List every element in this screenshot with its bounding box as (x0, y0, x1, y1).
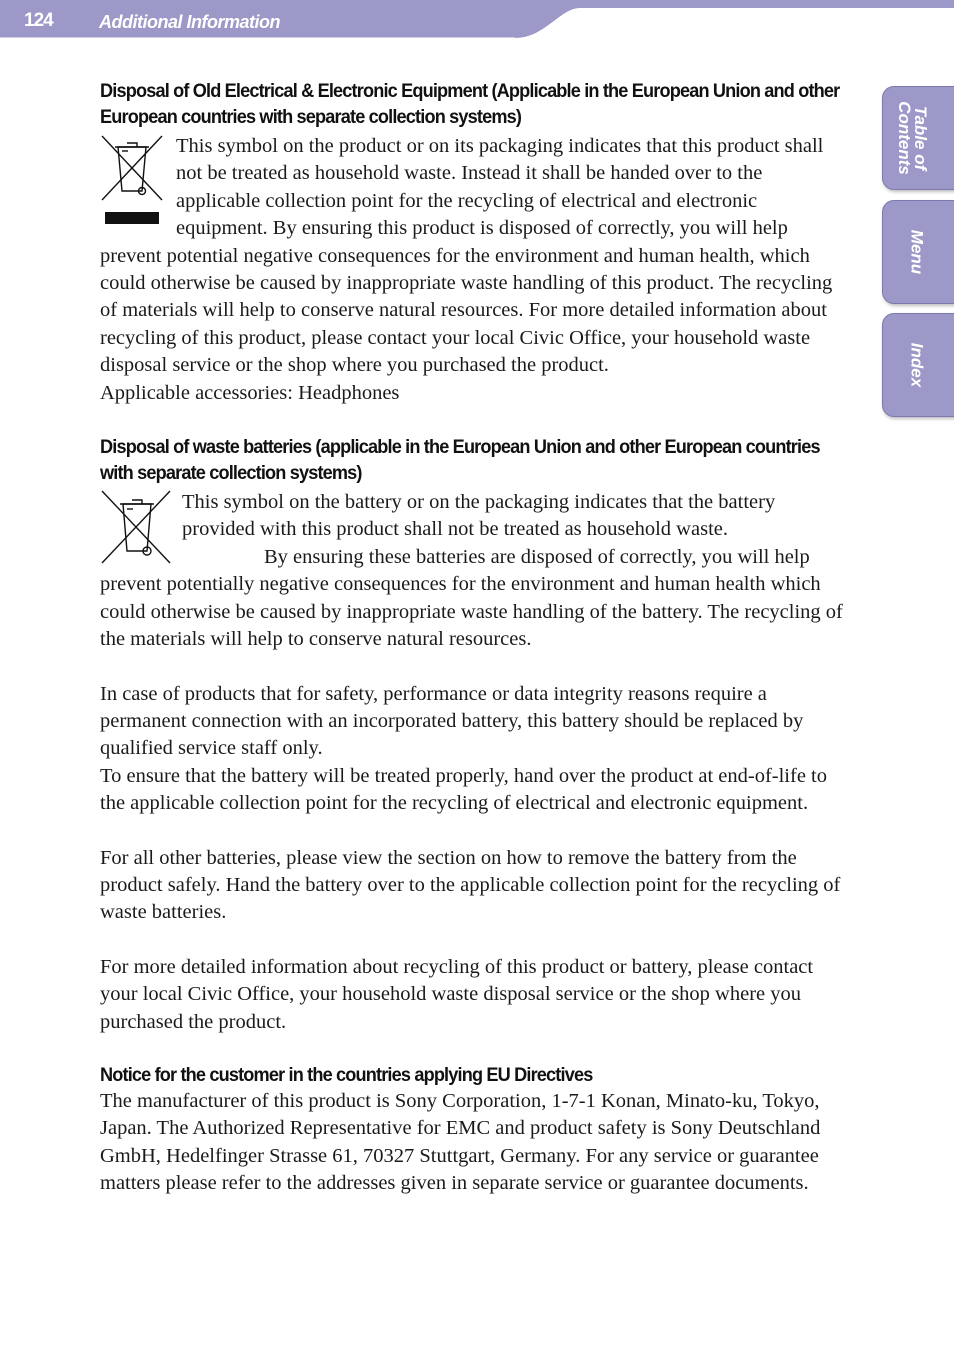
battery-heading: Disposal of waste batteries (applicable in the European Union and other European countries with separate collection systems) (100, 436, 820, 485)
spacer (100, 654, 845, 681)
battery-section (100, 489, 845, 653)
weee-body: This symbol on the product or on its packaging indicates that this product shall not be treated as household waste. Instead it shall be handed over to the applicable collection point for the recycling of electrical and electronic equipment. By ensuring this product is disposed of correctly, you will help prevent potential negative consequences for the environment and human health, which could otherwise be caused by inappropriate waste handling of this product. The recycling of materials will help to conserve natural resources. For more detailed information about recycling of this product, please contact your local Civic Office, your household waste disposal service or the shop where you purchased the product. (100, 135, 833, 377)
crossed-out-wheelie-bin-with-bar-icon (100, 133, 164, 233)
battery-body-1: This symbol on the battery or on the packaging indicates that the battery provided with this product shall not be treated as household waste. (182, 491, 776, 541)
tab-menu[interactable] (882, 200, 954, 304)
weee-heading: Disposal of Old Electrical & Electronic Equipment (Applicable in the European Union and other European countries with separate collection systems) (100, 80, 840, 128)
eu-notice-body: The manufacturer of this product is Sony Corporation, 1-7-1 Konan, Minato-ku, Tokyo, Japan. The Authorized Representative for EMC and product safety is Sony Deutschland GmbH, Hedelfinger Strasse 61, 70327 Stuttgart, Germany. For any service or guarantee matters please refer to the addresses given in separate service or guarantee documents. (100, 1089, 821, 1195)
spacer (100, 818, 845, 845)
weee-accessories: Applicable accessories: Headphones (100, 381, 400, 404)
weee-section (100, 133, 845, 407)
crossed-out-wheelie-bin-icon (100, 489, 172, 565)
tab-index[interactable] (882, 313, 954, 417)
page-number: 124 (24, 10, 53, 31)
tab-menu-label: Menu (907, 229, 927, 275)
battery-other: For all other batteries, please view the section on how to remove the battery from the product safely. Hand the battery over to the applicable collection point for the recycling of waste batteries. (100, 846, 841, 924)
tab-toc-label-line1: Table of (910, 105, 930, 171)
tab-table-of-contents[interactable] (882, 86, 954, 190)
spacer (100, 407, 845, 434)
tab-toc-label-line2: Contents (894, 101, 914, 175)
main-content (100, 78, 845, 1198)
section-title: Additional Information (99, 12, 280, 32)
eu-notice-heading: Notice for the customer in the countries applying EU Directives (100, 1063, 593, 1086)
battery-end-of-life: To ensure that the battery will be treated properly, hand over the product at end-of-life to the applicable collection point for the recycling of electrical and electronic equipment. (100, 764, 827, 815)
page-header (0, 0, 954, 42)
battery-body-2: By ensuring these batteries are disposed of correctly, you will help prevent potentially negative consequences for the environment and human health which could otherwise be caused by inappropriate waste handling of the battery. The recycling of the materials will help to conserve natural resources. (100, 545, 843, 651)
battery-more-info: For more detailed information about recycling of this product or battery, please contact your local Civic Office, your household waste disposal service or the shop where you purchased the product. (100, 955, 814, 1033)
spacer (100, 1036, 845, 1062)
spacer (100, 927, 845, 954)
tab-index-label: Index (907, 342, 927, 388)
battery-permanent-connection: In case of products that for safety, performance or data integrity reasons require a permanent connection with an incorporated battery, this battery should be replaced by qualified service staff only. (100, 682, 804, 760)
tab-toc-label (896, 101, 928, 175)
